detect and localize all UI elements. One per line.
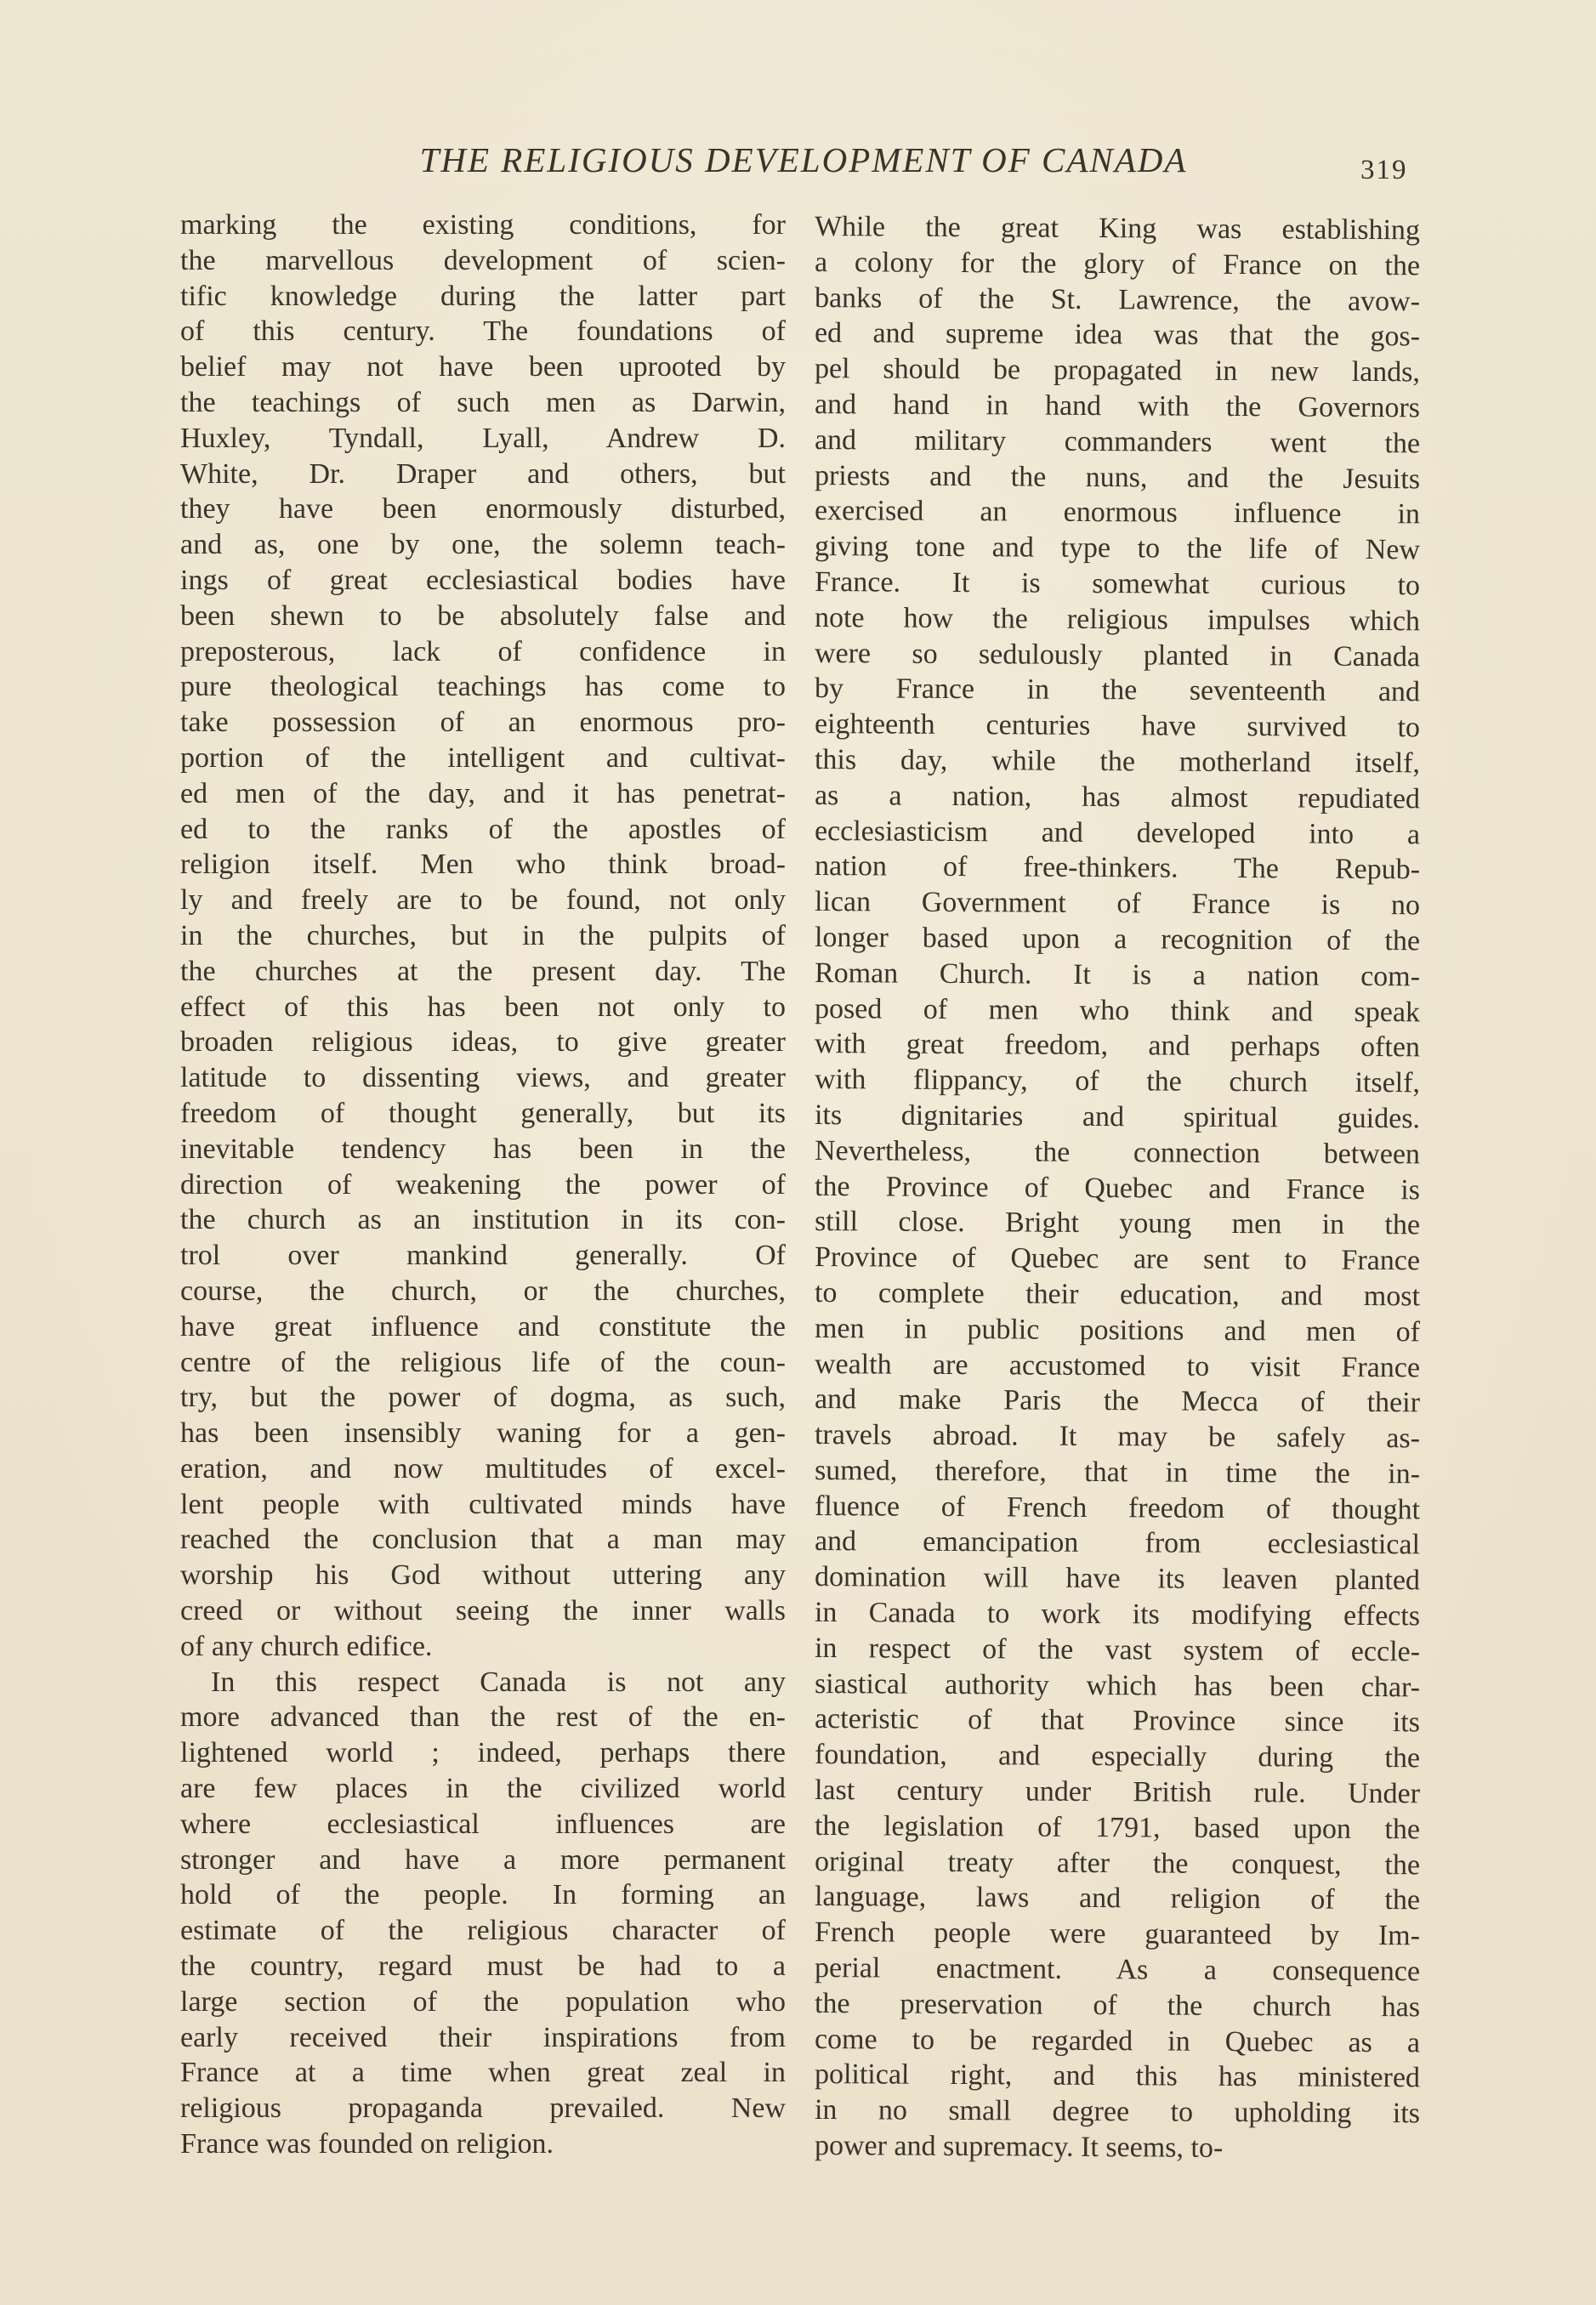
text-line: the church as an institution in its con- bbox=[180, 1204, 786, 1236]
text-line: effect of this has been not only to bbox=[180, 991, 786, 1023]
text-line: estimate of the religious character of bbox=[180, 1915, 786, 1947]
text-line: eighteenth centuries have survived to bbox=[814, 708, 1421, 744]
text-line: priests and the nuns, and the Jesuits bbox=[814, 459, 1421, 495]
text-line: in the churches, but in the pulpits of bbox=[180, 919, 786, 951]
text-line: course, the church, or the churches, bbox=[180, 1275, 786, 1307]
text-line: with great freedom, and perhaps often bbox=[814, 1028, 1421, 1064]
text-line: this day, while the motherland itself, bbox=[814, 743, 1421, 780]
text-line: posed of men who think and speak bbox=[814, 992, 1421, 1028]
text-line: French people were guaranteed by Im- bbox=[814, 1916, 1421, 1952]
text-line: pure theological teachings has come to bbox=[180, 671, 786, 703]
text-line: creed or without seeing the inner walls bbox=[180, 1595, 786, 1627]
text-line: the country, regard must be had to a bbox=[180, 1950, 786, 1983]
text-line: ed to the ranks of the apostles of bbox=[180, 813, 786, 845]
text-line: portion of the intelligent and cultivat- bbox=[180, 741, 786, 774]
text-line: France was founded on religion. bbox=[180, 2128, 554, 2160]
text-line: of any church edifice. bbox=[180, 1630, 433, 1662]
text-line: Nevertheless, the connection between bbox=[814, 1134, 1421, 1171]
text-line: and hand in hand with the Governors bbox=[814, 388, 1421, 424]
text-line: reached the conclusion that a man may bbox=[180, 1524, 786, 1556]
text-line: travels abroad. It may be safely as- bbox=[814, 1419, 1421, 1455]
text-line: religion itself. Men who think broad- bbox=[180, 849, 786, 881]
text-line: preposterous, lack of confidence in bbox=[180, 635, 786, 667]
text-line: banks of the St. Lawrence, the avow- bbox=[814, 281, 1421, 317]
text-line: note how the religious impulses which bbox=[814, 601, 1421, 638]
text-line: the Province of Quebec and France is bbox=[814, 1170, 1421, 1206]
text-line: early received their inspirations from bbox=[180, 2021, 786, 2053]
text-line: try, but the power of dogma, as such, bbox=[180, 1382, 786, 1414]
text-line: giving tone and type to the life of New bbox=[814, 531, 1421, 566]
text-line: ed men of the day, and it has penetrat- bbox=[180, 777, 786, 809]
text-line: worship his God without uttering any bbox=[180, 1559, 786, 1592]
text-line: centre of the religious life of the coun- bbox=[180, 1346, 786, 1378]
text-line: of this century. The foundations of bbox=[180, 315, 786, 348]
text-line: in respect of the vast system of eccle- bbox=[814, 1632, 1421, 1668]
text-line: In this respect Canada is not any bbox=[211, 1666, 786, 1698]
text-line: latitude to dissenting views, and greater bbox=[180, 1062, 786, 1094]
text-line: its dignitaries and spiritual guides. bbox=[814, 1099, 1421, 1135]
text-line: men in public positions and men of bbox=[814, 1312, 1421, 1348]
text-line: France at a time when great zeal in bbox=[180, 2057, 786, 2089]
text-line: stronger and have a more permanent bbox=[180, 1843, 786, 1876]
text-line: come to be regarded in Quebec as a bbox=[814, 2023, 1421, 2058]
text-line: Huxley, Tyndall, Lyall, Andrew D. bbox=[180, 422, 786, 454]
text-line: siastical authority which has been char- bbox=[814, 1667, 1421, 1704]
text-line: White, Dr. Draper and others, but bbox=[180, 457, 786, 490]
text-line: foundation, and especially during the bbox=[814, 1739, 1421, 1774]
text-line: has been insensibly waning for a gen- bbox=[180, 1417, 786, 1450]
running-title: THE RELIGIOUS DEVELOPMENT OF CANADA bbox=[419, 140, 1188, 179]
text-line: have great influence and constitute the bbox=[180, 1310, 786, 1343]
text-line: and make Paris the Mecca of their bbox=[814, 1383, 1421, 1419]
text-line: ly and freely are to be found, not only bbox=[180, 884, 786, 917]
text-line: the legislation of 1791, based upon the bbox=[814, 1809, 1421, 1846]
text-line: they have been enormously disturbed, bbox=[180, 493, 786, 525]
text-line: hold of the people. In forming an bbox=[180, 1879, 786, 1911]
text-line: religious propaganda prevailed. New bbox=[180, 2092, 786, 2125]
text-line: with flippancy, of the church itself, bbox=[814, 1064, 1421, 1099]
text-line: belief may not have been uprooted by bbox=[180, 351, 786, 383]
text-line: perial enactment. As a consequence bbox=[814, 1952, 1421, 1988]
text-line: pel should be propagated in new lands, bbox=[814, 353, 1421, 389]
text-line: freedom of thought generally, but its bbox=[180, 1097, 786, 1129]
text-line: language, laws and religion of the bbox=[814, 1881, 1421, 1916]
text-line: fluence of French freedom of thought bbox=[814, 1490, 1421, 1526]
text-line: acteristic of that Province since its bbox=[814, 1703, 1421, 1739]
text-line: are few places in the civilized world bbox=[180, 1773, 786, 1805]
text-line: where ecclesiastical influences are bbox=[180, 1808, 786, 1840]
text-line: in no small degree to upholding its bbox=[814, 2094, 1421, 2130]
page-number: 319 bbox=[1360, 155, 1408, 185]
text-line: the marvellous development of scien- bbox=[180, 244, 786, 276]
left-text-column bbox=[180, 207, 786, 2162]
text-line: the teachings of such men as Darwin, bbox=[180, 386, 786, 418]
text-line: been shewn to be absolutely false and bbox=[180, 599, 786, 632]
text-line: lent people with cultivated minds have bbox=[180, 1488, 786, 1520]
text-line: lican Government of France is no bbox=[814, 886, 1421, 922]
text-line: as a nation, has almost repudiated bbox=[814, 779, 1421, 815]
text-line: wealth are accustomed to visit France bbox=[814, 1348, 1421, 1383]
text-line: a colony for the glory of France on the bbox=[814, 246, 1421, 282]
right-text-column bbox=[815, 209, 1420, 2164]
text-line: broaden religious ideas, to give greater bbox=[180, 1026, 786, 1059]
text-line: to complete their education, and most bbox=[814, 1276, 1421, 1313]
text-line: the preservation of the church has bbox=[814, 1987, 1421, 2024]
text-line: the churches at the present day. The bbox=[180, 955, 786, 987]
text-line: France. It is somewhat curious to bbox=[814, 565, 1421, 602]
text-line: nation of free-thinkers. The Repub- bbox=[814, 850, 1421, 886]
text-line: domination will have its leaven planted bbox=[814, 1561, 1421, 1597]
text-line: and military commanders went the bbox=[814, 423, 1421, 460]
text-line: and emancipation from ecclesiastical bbox=[814, 1525, 1421, 1561]
text-line: and as, one by one, the solemn teach- bbox=[180, 529, 786, 561]
text-line: more advanced than the rest of the en- bbox=[180, 1701, 786, 1734]
text-line: ings of great ecclesiastical bodies have bbox=[180, 564, 786, 596]
text-line: original treaty after the conquest, the bbox=[814, 1845, 1421, 1882]
text-line: exercised an enormous influence in bbox=[814, 495, 1421, 531]
text-line: ed and supreme idea was that the gos- bbox=[814, 317, 1421, 353]
text-line: power and supremacy. It seems, to- bbox=[814, 2130, 1224, 2164]
text-line: in Canada to work its modifying effects bbox=[814, 1597, 1421, 1632]
text-line: ecclesiasticism and developed into a bbox=[814, 815, 1421, 850]
text-line: inevitable tendency has been in the bbox=[180, 1133, 786, 1165]
text-line: Province of Quebec are sent to France bbox=[814, 1241, 1421, 1277]
text-line: lightened world ; indeed, perhaps there bbox=[180, 1737, 786, 1769]
text-line: were so sedulously planted in Canada bbox=[814, 637, 1421, 673]
text-line: take possession of an enormous pro- bbox=[180, 707, 786, 739]
text-line: sumed, therefore, that in time the in- bbox=[814, 1454, 1421, 1490]
text-line: direction of weakening the power of bbox=[180, 1168, 786, 1201]
text-line: still close. Bright young men in the bbox=[814, 1206, 1421, 1241]
text-line: While the great King was establishing bbox=[814, 211, 1421, 247]
text-line: Roman Church. It is a nation com- bbox=[814, 957, 1421, 993]
text-line: last century under British rule. Under bbox=[814, 1774, 1421, 1810]
text-line: trol over mankind generally. Of bbox=[180, 1240, 786, 1272]
text-line: tific knowledge during the latter part bbox=[180, 280, 786, 312]
text-line: political right, and this has ministered bbox=[814, 2058, 1421, 2094]
text-line: longer based upon a recognition of the bbox=[814, 921, 1421, 957]
text-line: large section of the population who bbox=[180, 1985, 786, 2018]
text-line: eration, and now multitudes of excel- bbox=[180, 1452, 786, 1485]
text-line: marking the existing conditions, for bbox=[180, 209, 786, 241]
text-line: by France in the seventeenth and bbox=[814, 673, 1421, 708]
running-head bbox=[0, 136, 1596, 187]
